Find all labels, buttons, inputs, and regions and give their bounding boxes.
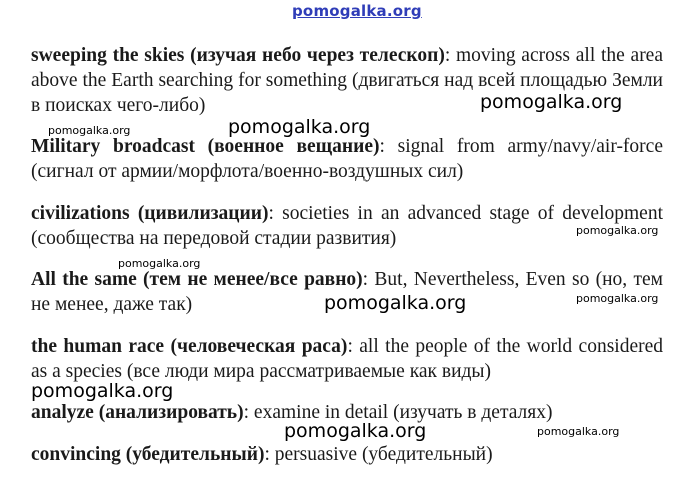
entry-term: the human race (человеческая раса) (31, 336, 348, 357)
watermark-label: pomogalka.org (31, 380, 174, 402)
vocab-entry-civilizations (31, 201, 663, 251)
watermark-label: pomogalka.org (537, 425, 620, 438)
watermark-label: pomogalka.org (324, 292, 467, 314)
watermark-label: pomogalka.org (576, 292, 659, 305)
vocab-entry-convincing (31, 442, 663, 467)
watermark-label: pomogalka.org (576, 224, 659, 237)
watermark-label: pomogalka.org (228, 116, 371, 138)
entry-term: sweeping the skies (изучая небо через телескоп) (31, 45, 445, 66)
vocab-entry-the-human-race (31, 334, 663, 384)
watermark-label: pomogalka.org (480, 91, 623, 113)
watermark-label: pomogalka.org (48, 124, 131, 137)
entry-term: civilizations (цивилизации) (31, 203, 269, 224)
header-watermark-link[interactable]: pomogalka.org (292, 2, 422, 20)
entry-definition: : persuasive (убедительный) (264, 444, 493, 465)
entry-definition: : all the people of the world considered as a species (все люди мира рассматриваемые как виды) (31, 336, 664, 382)
entry-term: All the same (тем не менее/все равно) (31, 269, 363, 290)
entry-definition: : moving across all the area above the Earth searching for something (двигаться над всей площадью Земли в поисках чего-либо) (31, 45, 663, 116)
watermark-label: pomogalka.org (118, 257, 201, 270)
watermark-label: pomogalka.org (284, 420, 427, 442)
entry-term: convincing (убедительный) (31, 444, 265, 465)
entry-definition: : But, Nevertheless, Even so (но, тем не менее, даже так) (31, 269, 663, 315)
entry-term: Military broadcast (военное вещание) (31, 136, 380, 157)
entry-term: analyze (анализировать) (31, 402, 244, 423)
entry-definition: : societies in an advanced stage of development (сообщества на передовой стадии развития) (31, 203, 663, 249)
entry-definition: : signal from army/navy/air-force (сигнал от армии/морфлота/военно-воздушных сил) (31, 136, 663, 182)
entry-definition: : examine in detail (изучать в деталях) (243, 402, 553, 423)
vocab-entry-military-broadcast (31, 134, 663, 184)
